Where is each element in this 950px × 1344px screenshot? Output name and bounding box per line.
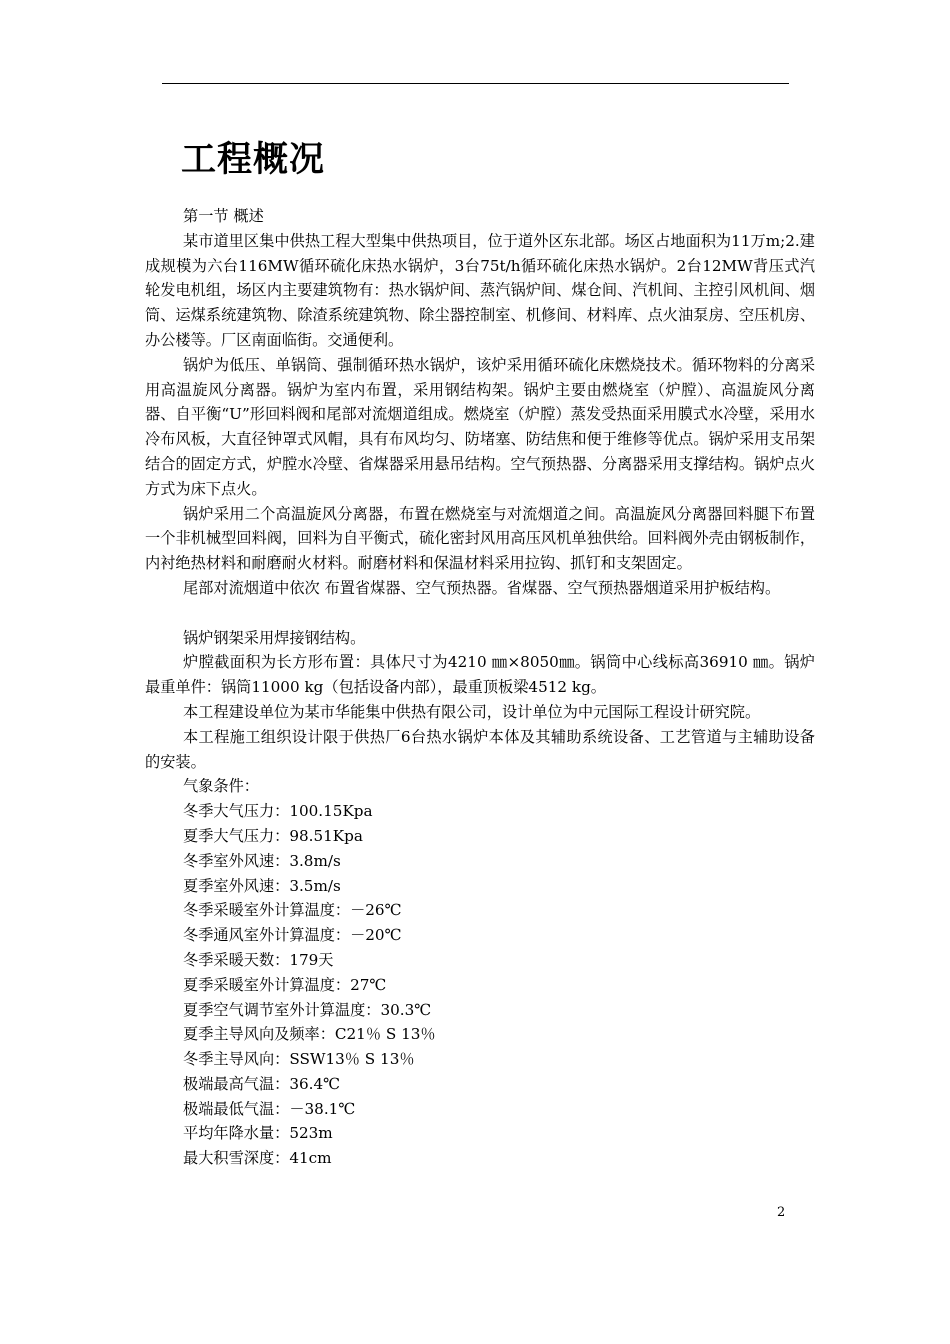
paragraph: 尾部对流烟道中依次 布置省煤器、空气预热器。省煤器、空气预热器烟道采用护板结构。: [183, 578, 781, 597]
paragraph: 某市道里区集中供热工程大型集中供热项目，位于道外区东北部。场区占地面积为11万m;2.建成规模为六台116MW循环硫化床热水锅炉，3台75t/h循环硫化床热水锅炉。2台12MW背压式汽轮发电机组，场区内主要建筑物有：热水锅炉间、蒸汽锅炉间、煤仓间、汽机间、主控引风机间、烟筒、运煤系统建筑物、除渣系统建筑物、除尘器控制室、机修间、材料库、点火油泵房、空压机房、办公楼等。厂区南面临街。交通便利。: [145, 231, 815, 349]
body-text: [145, 204, 815, 1171]
weather-heading: 气象条件：: [183, 777, 259, 796]
weather-item: 极端最高气温：36.4℃: [183, 1074, 341, 1093]
weather-item: 夏季空气调节室外计算温度：30.3℃: [183, 1000, 432, 1019]
weather-item: 冬季大气压力：100.15Kpa: [183, 802, 373, 821]
weather-item: 平均年降水量：523m: [183, 1124, 333, 1143]
weather-item: 极端最低气温：－38.1℃: [183, 1099, 356, 1118]
section-heading: 第一节 概述: [183, 207, 264, 225]
paragraph: 锅炉为低压、单锅筒、强制循环热水锅炉，该炉采用循环硫化床燃烧技术。循环物料的分离采用高温旋风分离器。锅炉为室内布置，采用钢结构架。锅炉主要由燃烧室（炉膛）、高温旋风分离器、自平衡“U”形回料阀和尾部对流烟道组成。燃烧室（炉膛）蒸发受热面采用膜式水冷壁，采用水冷布风板，大直径钟罩式风帽，具有布风均匀、防堵塞、防结焦和便于维修等优点。锅炉采用支吊架结合的固定方式，炉膛水冷壁、省煤器采用悬吊结构。空气预热器、分离器采用支撑结构。锅炉点火方式为床下点火。: [145, 355, 815, 498]
weather-item: 冬季采暖室外计算温度：－26℃: [183, 901, 402, 920]
weather-item: 夏季采暖室外计算温度：27℃: [183, 975, 387, 994]
weather-item: 最大积雪深度：41cm: [183, 1149, 332, 1168]
blank-line: [145, 601, 815, 626]
paragraph: 锅炉采用二个高温旋风分离器，布置在燃烧室与对流烟道之间。高温旋风分离器回料腿下布置一个非机械型回料阀，回料为自平衡式，硫化密封风用高压风机单独供给。回料阀外壳由钢板制作，内衬绝热材料和耐磨耐火材料。耐磨材料和保温材料采用拉钩、抓钉和支架固定。: [145, 504, 815, 573]
weather-item: 冬季采暖天数：179天: [183, 950, 334, 969]
weather-item: 冬季室外风速：3.8m/s: [183, 851, 341, 870]
page-number: 2: [777, 1205, 786, 1220]
paragraph: 锅炉钢架采用焊接钢结构。: [183, 628, 366, 647]
weather-item: 夏季主导风向及频率：C21％ S 13％: [183, 1025, 436, 1044]
header-rule: [162, 83, 789, 84]
weather-item: 冬季通风室外计算温度：－20℃: [183, 926, 402, 945]
weather-item: 夏季室外风速：3.5m/s: [183, 876, 341, 895]
paragraph: 本工程建设单位为某市华能集中供热有限公司，设计单位为中元国际工程设计研究院。: [183, 702, 761, 721]
weather-item: 夏季大气压力：98.51Kpa: [183, 826, 363, 845]
page-title: 工程概况: [181, 140, 326, 180]
weather-item: 冬季主导风向：SSW13％ S 13％: [183, 1050, 415, 1069]
paragraph: 本工程施工组织设计限于供热厂6台热水锅炉本体及其辅助系统设备、工艺管道与主辅助设备的安装。: [145, 727, 815, 771]
paragraph: 炉膛截面积为长方形布置：具体尺寸为4210 ㎜×8050㎜。锅筒中心线标高36910 ㎜。锅炉最重单件：锅筒11000 kg（包括设备内部），最重顶板梁4512 kg。: [145, 653, 815, 697]
